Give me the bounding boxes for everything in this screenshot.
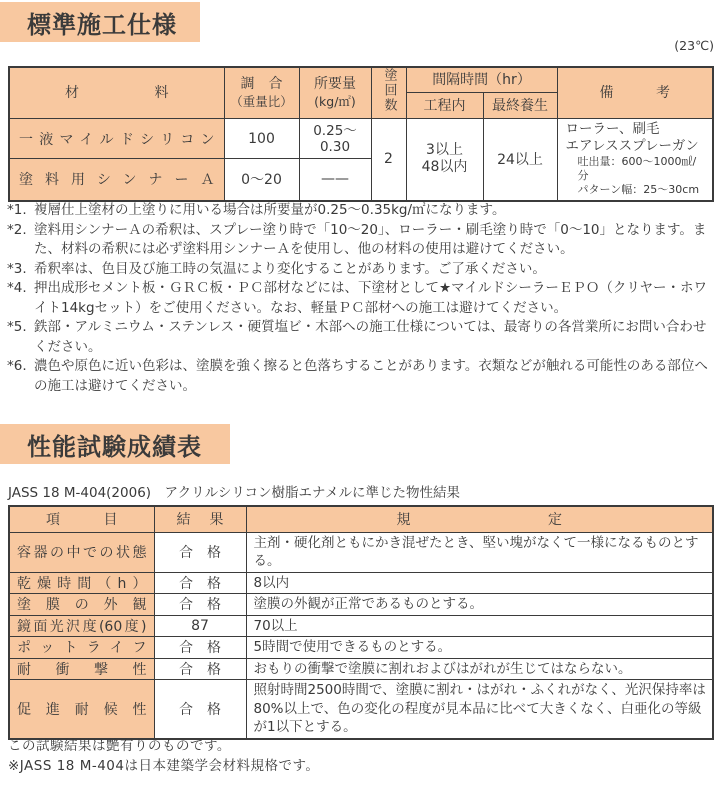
construction-spec-table xyxy=(8,66,714,202)
test-result-cell: 合 格 xyxy=(154,572,246,594)
test-regulation-cell: 5時間で使用できるものとする。 xyxy=(246,637,713,659)
footer-jass-note: ※JASS 18 M-404は日本建築学会材料規格です。 xyxy=(8,758,320,774)
footnote-marker: *1. xyxy=(7,202,27,218)
required-amount-cell xyxy=(299,119,371,159)
footnote-text: 濃色や原色に近い色彩は、塗膜を強く擦ると色落ちすることがあります。衣類などが触れる可能性のある部位への施工は避けてください。 xyxy=(34,358,708,394)
footnote-1 xyxy=(7,201,715,221)
remarks-detail-discharge: 吐出量：600～1000㎖/分 xyxy=(577,155,697,183)
footnote-text: 鉄部・アルミニウム・ステンレス・硬質塩ビ・木部への施工仕様については、最寄りの各営業所にお問い合わせください。 xyxy=(34,319,707,355)
in-process-cell xyxy=(406,119,483,201)
footnote-text: 押出成形セメント板・ＧＲＣ板・ＰＣ部材などには、下塗材として★マイルドシーラーＥＰＯ（クリヤー・ホワイト14kgセット）をご使用ください。なお、軽量ＰＣ部材への施工は避けてください。 xyxy=(34,280,708,316)
required-amount-dash: —— xyxy=(299,159,371,201)
footnote-2 xyxy=(7,221,715,260)
header-mix-ratio-line1: 調合 xyxy=(240,76,283,92)
test-result-cell: 87 xyxy=(154,615,246,637)
section-title-performance-test xyxy=(0,424,230,464)
section-title-text: 性能試験成績表 xyxy=(27,432,202,461)
test-result-cell: 合 格 xyxy=(154,658,246,680)
footnote-text: 希釈率は、色目及び施工時の気温により変化することがあります。ご了承ください。 xyxy=(34,260,546,277)
table-row xyxy=(9,615,713,637)
material-name-cell: 塗料用シンナーＡ xyxy=(9,159,224,201)
header-coat-count xyxy=(371,67,406,119)
footnote-3 xyxy=(7,260,715,280)
test-result-cell: 合 格 xyxy=(154,637,246,659)
footnote-marker: *4. xyxy=(7,280,27,296)
header-mix-ratio-line2: （重量比） xyxy=(230,94,293,109)
footnote-marker: *5. xyxy=(7,319,27,335)
final-curing-cell: 24以上 xyxy=(483,119,557,201)
table-row xyxy=(9,572,713,594)
test-regulation-cell: 塗膜の外観が正常であるものとする。 xyxy=(246,594,713,616)
header-required-amount xyxy=(299,67,371,119)
footnote-marker: *3. xyxy=(7,260,27,277)
mix-ratio-cell: 0～20 xyxy=(224,159,299,201)
remarks-detail-pattern: パターン幅：25～30cm xyxy=(577,183,700,197)
footnote-text: 複層仕上塗材の上塗りに用いる場合は所要量が0.25～0.35kg/㎡になります。 xyxy=(34,202,506,218)
amount-line1: 0.25～ xyxy=(313,122,357,139)
table-row xyxy=(9,532,713,572)
remarks-line2: エアレススプレーガン xyxy=(565,138,699,155)
in-process-line1: 3以上 xyxy=(426,142,463,159)
header-item: 項目 xyxy=(9,506,154,532)
table-row xyxy=(9,637,713,659)
table-row xyxy=(9,594,713,616)
header-remarks: 備考 xyxy=(557,67,713,119)
test-item-cell: 鏡面光沢度(60度) xyxy=(9,615,154,637)
footnote-6 xyxy=(7,357,715,396)
footnote-4 xyxy=(7,279,715,318)
header-final-curing: 最終養生 xyxy=(483,93,557,119)
remarks-cell xyxy=(557,119,713,201)
header-result: 結果 xyxy=(154,506,246,532)
test-item-cell: 促進耐候性 xyxy=(9,680,154,739)
test-item-cell: 容器の中での状態 xyxy=(9,532,154,572)
test-item-cell: 耐衝撃性 xyxy=(9,658,154,680)
header-interval-time: 間隔時間（hr） xyxy=(406,67,557,93)
test-item-cell: 塗膜の外観 xyxy=(9,594,154,616)
temperature-note: (23℃) xyxy=(674,38,714,53)
header-in-process: 工程内 xyxy=(406,93,483,119)
footnote-marker: *2. xyxy=(7,221,27,238)
test-result-cell: 合 格 xyxy=(154,680,246,739)
test-regulation-cell: 70以上 xyxy=(246,615,713,637)
test-item-cell: ポットライフ xyxy=(9,637,154,659)
test-result-cell: 合 格 xyxy=(154,532,246,572)
amount-line2: 0.30 xyxy=(319,138,351,155)
header-required-amount-line1: 所要量 xyxy=(314,76,356,92)
remarks-line1: ローラー、刷毛 xyxy=(565,121,660,138)
header-regulation: 規定 xyxy=(246,506,713,532)
footer-notes xyxy=(8,736,319,776)
footnote-text: 塗料用シンナーＡの希釈は、スプレー塗り時で「10～20」、ローラー・刷毛塗り時で「0～10」となります。また、材料の希釈には必ず塗料用シンナーＡを使用し、他の材料の使用は避けてください。 xyxy=(34,221,707,257)
header-mix-ratio xyxy=(224,67,299,119)
test-regulation-cell: 主剤・硬化剤ともにかき混ぜたとき、堅い塊がなくて一様になるものとする。 xyxy=(246,532,713,572)
header-coat-count-text: 塗回数 xyxy=(381,68,397,113)
table-row xyxy=(9,658,713,680)
section-title-standard-spec xyxy=(0,2,200,42)
footer-gloss-note: この試験結果は艶有りのものです。 xyxy=(8,738,231,754)
footnote-marker: *6. xyxy=(7,358,27,374)
mix-ratio-cell: 100 xyxy=(224,119,299,159)
test-regulation-cell: 照射時間2500時間で、塗膜に割れ・はがれ・ふくれがなく、光沢保持率は80%以上で、色の変化の程度が見本品に比べて大きくなく、白亜化の等級が1以下とする。 xyxy=(246,680,713,739)
header-required-amount-line2: (kg/㎡) xyxy=(314,94,356,109)
test-result-cell: 合 格 xyxy=(154,594,246,616)
test-item-cell: 乾燥時間（h） xyxy=(9,572,154,594)
test-regulation-cell: おもりの衝撃で塗膜に割れおよびはがれが生じてはならない。 xyxy=(246,658,713,680)
footnotes xyxy=(7,201,715,396)
table-row xyxy=(9,680,713,739)
in-process-line2: 48以内 xyxy=(421,159,468,176)
section-title-text: 標準施工仕様 xyxy=(27,10,177,39)
test-regulation-cell: 8以内 xyxy=(246,572,713,594)
coat-count-cell: 2 xyxy=(371,119,406,201)
header-material: 材料 xyxy=(9,67,224,119)
jass-standard-caption: JASS 18 M-404(2006) アクリルシリコン樹脂エナメルに準じた物性結果 xyxy=(8,485,461,501)
material-name-cell: 一液マイルドシリコン xyxy=(9,119,224,159)
footnote-5 xyxy=(7,318,715,357)
performance-test-table xyxy=(8,505,714,740)
